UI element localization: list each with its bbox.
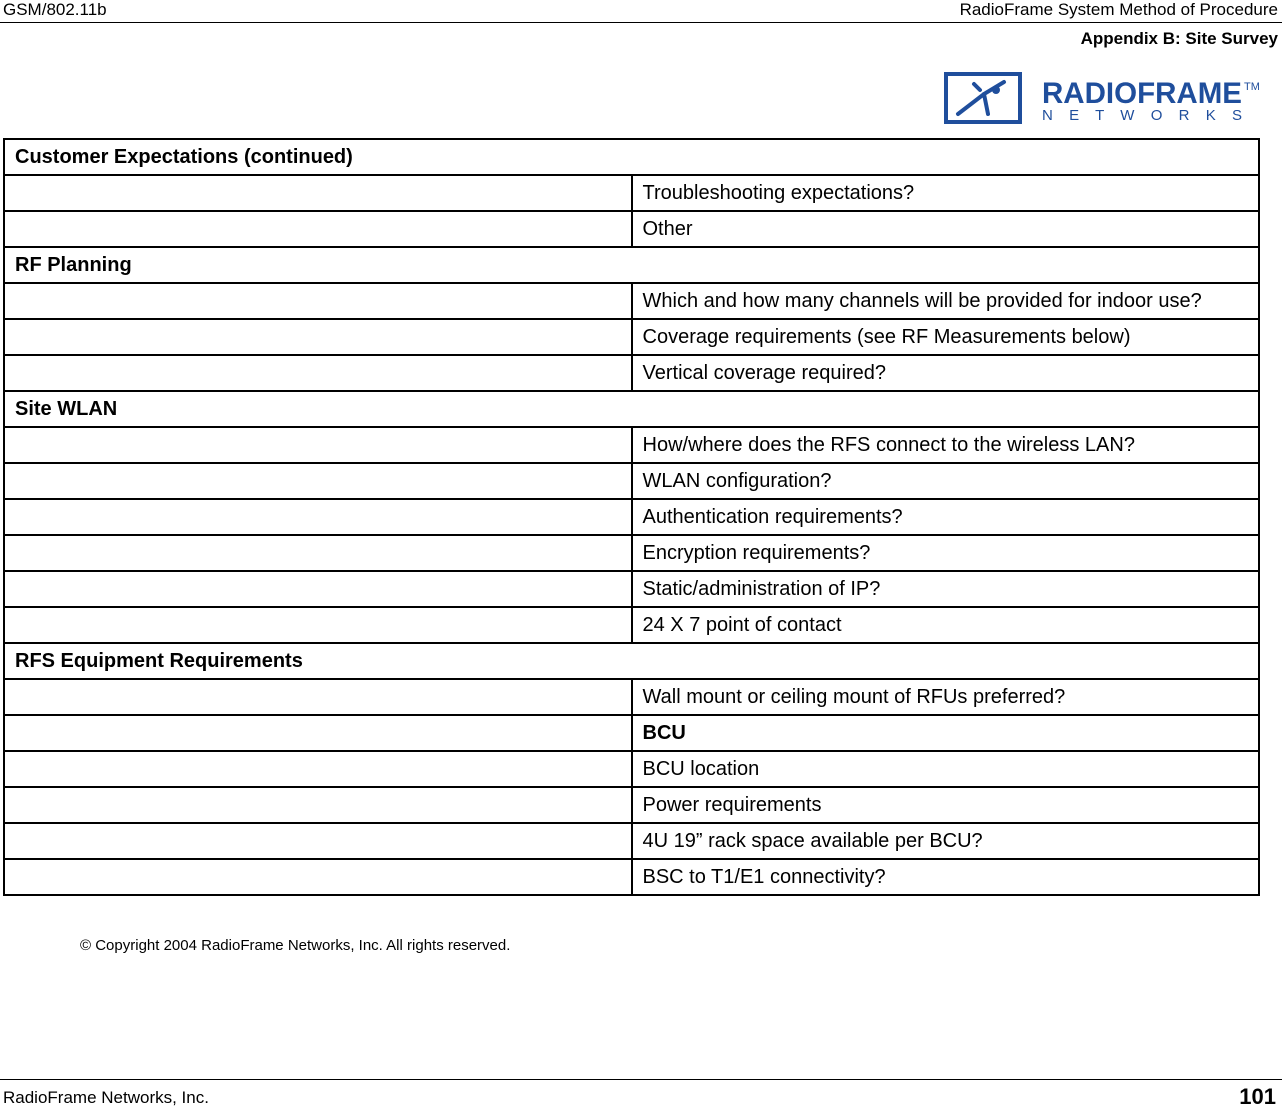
check-cell[interactable]: [4, 751, 632, 787]
check-cell[interactable]: [4, 679, 632, 715]
logo-tm: TM: [1244, 81, 1260, 93]
subitem-text: Power requirements: [632, 787, 1260, 823]
table-row: [4, 715, 1259, 751]
check-cell[interactable]: [4, 175, 632, 211]
item-text: Other: [632, 211, 1260, 247]
table-row: [4, 571, 1259, 607]
subitem-text: BCU location: [632, 751, 1260, 787]
table-row: [4, 355, 1259, 391]
table-row: [4, 211, 1259, 247]
page-header: [0, 0, 1282, 23]
check-cell[interactable]: [4, 283, 632, 319]
table-row: [4, 859, 1259, 895]
header-doc-type: GSM/802.11b: [3, 0, 107, 19]
check-cell[interactable]: [4, 211, 632, 247]
check-cell[interactable]: [4, 715, 632, 751]
item-text: Troubleshooting expectations?: [632, 175, 1260, 211]
item-text: Static/administration of IP?: [632, 571, 1260, 607]
item-text: Coverage requirements (see RF Measurements below): [632, 319, 1260, 355]
copyright-notice: © Copyright 2004 RadioFrame Networks, Inc. All rights reserved.: [80, 937, 511, 954]
section-row: [4, 643, 1259, 679]
table-row: [4, 427, 1259, 463]
table-row: [4, 751, 1259, 787]
appendix-title: Appendix B: Site Survey: [1080, 29, 1278, 48]
check-cell[interactable]: [4, 859, 632, 895]
page-number: 101: [1239, 1084, 1276, 1109]
subheading-text: BCU: [632, 715, 1260, 751]
footer-company: RadioFrame Networks, Inc.: [3, 1088, 209, 1107]
section-row: [4, 391, 1259, 427]
item-text: Authentication requirements?: [632, 499, 1260, 535]
page-footer: [0, 1079, 1282, 1109]
header-doc-title: RadioFrame System Method of Procedure: [959, 0, 1278, 19]
check-cell[interactable]: [4, 463, 632, 499]
table-row: [4, 823, 1259, 859]
item-text: Which and how many channels will be provided for indoor use?: [632, 283, 1260, 319]
item-text: 24 X 7 point of contact: [632, 607, 1260, 643]
item-text: Wall mount or ceiling mount of RFUs preferred?: [632, 679, 1260, 715]
item-text: Encryption requirements?: [632, 535, 1260, 571]
item-text: WLAN configuration?: [632, 463, 1260, 499]
check-cell[interactable]: [4, 535, 632, 571]
logo-emblem-dot: [992, 86, 1000, 94]
table-row: [4, 463, 1259, 499]
section-row: [4, 139, 1259, 175]
item-text: Vertical coverage required?: [632, 355, 1260, 391]
table-row: [4, 679, 1259, 715]
table-row: [4, 319, 1259, 355]
subitem-text: 4U 19” rack space available per BCU?: [632, 823, 1260, 859]
table-row: [4, 499, 1259, 535]
section-title: Site WLAN: [4, 391, 1259, 427]
site-survey-table: [3, 138, 1260, 896]
radioframe-logo: [944, 70, 1260, 126]
table-row: [4, 607, 1259, 643]
check-cell[interactable]: [4, 355, 632, 391]
section-row: [4, 247, 1259, 283]
check-cell[interactable]: [4, 787, 632, 823]
table-row: [4, 175, 1259, 211]
section-title: RFS Equipment Requirements: [4, 643, 1259, 679]
check-cell[interactable]: [4, 823, 632, 859]
subitem-text: BSC to T1/E1 connectivity?: [632, 859, 1260, 895]
logo-wordmark: RADIOFRAME: [1042, 77, 1242, 110]
logo-tagline: N E T W O R K S: [1042, 107, 1242, 124]
check-cell[interactable]: [4, 571, 632, 607]
check-cell[interactable]: [4, 427, 632, 463]
table-row: [4, 535, 1259, 571]
item-text: How/where does the RFS connect to the wireless LAN?: [632, 427, 1260, 463]
table-row: [4, 283, 1259, 319]
check-cell[interactable]: [4, 607, 632, 643]
section-title: Customer Expectations (continued): [4, 139, 1259, 175]
section-title: RF Planning: [4, 247, 1259, 283]
table-row: [4, 787, 1259, 823]
check-cell[interactable]: [4, 499, 632, 535]
check-cell[interactable]: [4, 319, 632, 355]
